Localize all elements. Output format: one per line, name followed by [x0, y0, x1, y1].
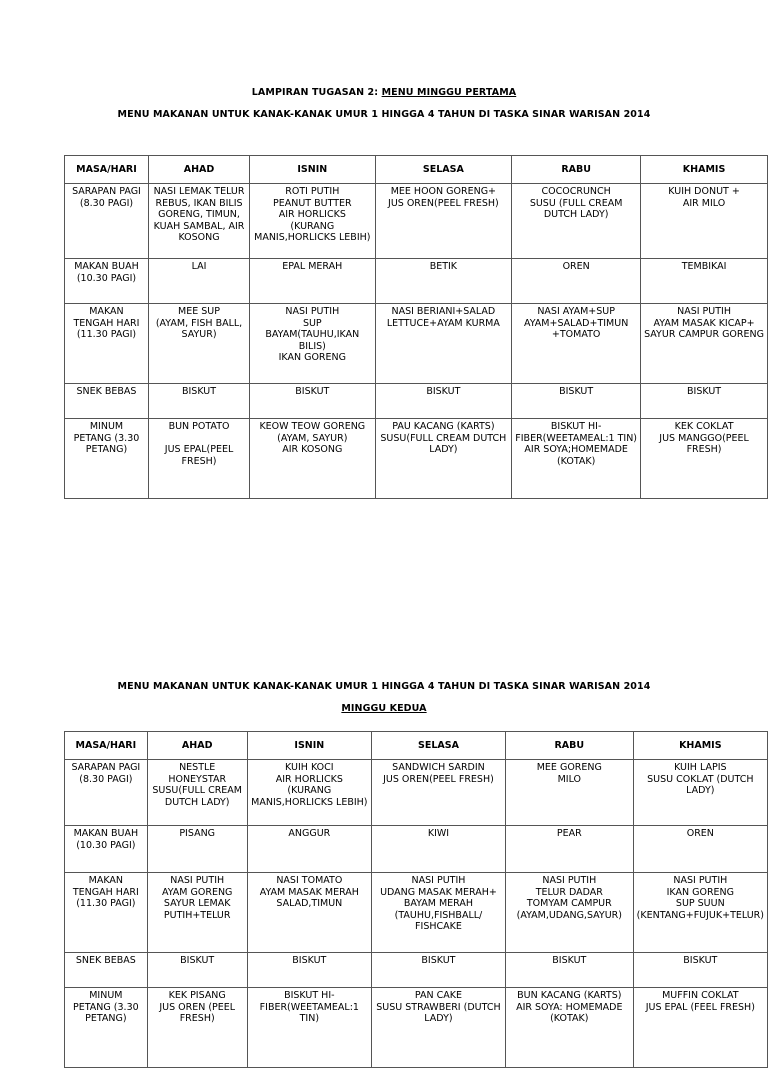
menu-cell: NASI BERIANI+SALAD LETTUCE+AYAM KURMA	[375, 304, 512, 384]
menu-cell: PAU KACANG (KARTS) SUSU(FULL CREAM DUTCH LADY)	[375, 419, 512, 499]
menu-cell: ANGGUR	[247, 826, 371, 873]
row-label: SARAPAN PAGI (8.30 PAGI)	[65, 184, 149, 259]
week2-subtitle: MENU MAKANAN UNTUK KANAK-KANAK UMUR 1 HINGGA 4 TAHUN DI TASKA SINAR WARISAN 2014	[117, 681, 651, 692]
table-row	[65, 953, 768, 988]
menu-cell: BISKUT HI-FIBER(WEETAMEAL:1 TIN) AIR SOYA;HOMEMADE (KOTAK)	[512, 419, 641, 499]
menu-cell: BISKUT	[633, 953, 767, 988]
menu-cell: NASI PUTIH UDANG MASAK MERAH+ BAYAM MERAH (TAUHU,FISHBALL/ FISHCAKE	[371, 873, 505, 953]
menu-cell: MEE GORENG MILO	[505, 760, 633, 826]
week1-subtitle: MENU MAKANAN UNTUK KANAK-KANAK UMUR 1 HINGGA 4 TAHUN DI TASKA SINAR WARISAN 2014	[117, 109, 651, 120]
column-header: RABU	[505, 732, 633, 760]
column-header: SELASA	[375, 156, 512, 184]
menu-cell: BISKUT	[147, 953, 247, 988]
menu-cell: BETIK	[375, 259, 512, 304]
row-label: MINUM PETANG (3.30 PETANG)	[65, 988, 148, 1068]
menu-cell: BISKUT	[505, 953, 633, 988]
row-label: SNEK BEBAS	[65, 953, 148, 988]
menu-cell: NASI PUTIH TELUR DADAR TOMYAM CAMPUR (AYAM,UDANG,SAYUR)	[505, 873, 633, 953]
menu-cell: KUIH LAPIS SUSU COKLAT (DUTCH LADY)	[633, 760, 767, 826]
menu-cell: TEMBIKAI	[641, 259, 768, 304]
week1-menu-table	[64, 155, 768, 499]
menu-cell: BISKUT	[148, 384, 249, 419]
column-header: SELASA	[371, 732, 505, 760]
menu-cell: BISKUT	[371, 953, 505, 988]
menu-cell: SANDWICH SARDIN JUS OREN(PEEL FRESH)	[371, 760, 505, 826]
menu-cell: KEK PISANG JUS OREN (PEEL FRESH)	[147, 988, 247, 1068]
row-label: MAKAN TENGAH HARI (11.30 PAGI)	[65, 873, 148, 953]
table-row	[65, 760, 768, 826]
menu-cell: LAI	[148, 259, 249, 304]
menu-cell: BISKUT	[250, 384, 375, 419]
menu-cell: PISANG	[147, 826, 247, 873]
menu-cell: BISKUT HI-FIBER(WEETAMEAL:1 TIN)	[247, 988, 371, 1068]
menu-cell: BISKUT	[247, 953, 371, 988]
menu-cell: PEAR	[505, 826, 633, 873]
menu-cell: OREN	[512, 259, 641, 304]
week1-heading	[0, 87, 768, 98]
menu-cell: NESTLE HONEYSTAR SUSU(FULL CREAM DUTCH LADY)	[147, 760, 247, 826]
menu-cell: MEE HOON GORENG+ JUS OREN(PEEL FRESH)	[375, 184, 512, 259]
menu-cell: PAN CAKE SUSU STRAWBERI (DUTCH LADY)	[371, 988, 505, 1068]
table-row	[65, 384, 768, 419]
row-label: MAKAN BUAH (10.30 PAGI)	[65, 259, 149, 304]
menu-cell: NASI PUTIH AYAM MASAK KICAP+ SAYUR CAMPUR GORENG	[641, 304, 768, 384]
row-label: MAKAN BUAH (10.30 PAGI)	[65, 826, 148, 873]
menu-cell: KEOW TEOW GORENG (AYAM, SAYUR) AIR KOSONG	[250, 419, 375, 499]
row-label: MAKAN TENGAH HARI (11.30 PAGI)	[65, 304, 149, 384]
column-header: ISNIN	[250, 156, 375, 184]
menu-cell: NASI PUTIH IKAN GORENG SUP SUUN (KENTANG+FUJUK+TELUR)	[633, 873, 767, 953]
table-row	[65, 419, 768, 499]
menu-cell: BUN KACANG (KARTS) AIR SOYA: HOMEMADE (KOTAK)	[505, 988, 633, 1068]
week1-heading-title: MENU MINGGU PERTAMA	[381, 87, 517, 98]
menu-cell: MEE SUP (AYAM, FISH BALL, SAYUR)	[148, 304, 249, 384]
table-row	[65, 873, 768, 953]
menu-cell: BISKUT	[641, 384, 768, 419]
table-row	[65, 184, 768, 259]
menu-cell: NASI LEMAK TELUR REBUS, IKAN BILIS GORENG, TIMUN, KUAH SAMBAL, AIR KOSONG	[148, 184, 249, 259]
column-header: AHAD	[148, 156, 249, 184]
menu-cell: NASI AYAM+SUP AYAM+SALAD+TIMUN +TOMATO	[512, 304, 641, 384]
column-header: ISNIN	[247, 732, 371, 760]
column-header: AHAD	[147, 732, 247, 760]
menu-cell: KUIH DONUT + AIR MILO	[641, 184, 768, 259]
table-row	[65, 826, 768, 873]
column-header: MASA/HARI	[65, 732, 148, 760]
menu-cell: NASI TOMATO AYAM MASAK MERAH SALAD,TIMUN	[247, 873, 371, 953]
menu-cell: ROTI PUTIH PEANUT BUTTER AIR HORLICKS (KURANG MANIS,HORLICKS LEBIH)	[250, 184, 375, 259]
menu-cell: OREN	[633, 826, 767, 873]
table-row	[65, 259, 768, 304]
row-label: MINUM PETANG (3.30 PETANG)	[65, 419, 149, 499]
menu-cell: NASI PUTIH AYAM GORENG SAYUR LEMAK PUTIH+TELUR	[147, 873, 247, 953]
menu-cell: BISKUT	[512, 384, 641, 419]
week1-heading-prefix: LAMPIRAN TUGASAN 2:	[251, 87, 379, 98]
column-header: KHAMIS	[633, 732, 767, 760]
menu-cell: KUIH KOCI AIR HORLICKS (KURANG MANIS,HORLICKS LEBIH)	[247, 760, 371, 826]
week2-menu-table	[64, 731, 768, 1068]
table-header-row	[65, 156, 768, 184]
menu-cell: KIWI	[371, 826, 505, 873]
menu-cell: NASI PUTIH SUP BAYAM(TAUHU,IKAN BILIS) IKAN GORENG	[250, 304, 375, 384]
menu-cell: MUFFIN COKLAT JUS EPAL (FEEL FRESH)	[633, 988, 767, 1068]
week2-heading-title: MINGGU KEDUA	[341, 703, 427, 714]
table-row	[65, 304, 768, 384]
table-row	[65, 988, 768, 1068]
row-label: SNEK BEBAS	[65, 384, 149, 419]
column-header: MASA/HARI	[65, 156, 149, 184]
table-header-row	[65, 732, 768, 760]
menu-cell: COCOCRUNCH SUSU (FULL CREAM DUTCH LADY)	[512, 184, 641, 259]
column-header: KHAMIS	[641, 156, 768, 184]
menu-cell: EPAL MERAH	[250, 259, 375, 304]
menu-cell: BISKUT	[375, 384, 512, 419]
menu-cell: KEK COKLAT JUS MANGGO(PEEL FRESH)	[641, 419, 768, 499]
row-label: SARAPAN PAGI (8.30 PAGI)	[65, 760, 148, 826]
menu-cell: BUN POTATO JUS EPAL(PEEL FRESH)	[148, 419, 249, 499]
column-header: RABU	[512, 156, 641, 184]
